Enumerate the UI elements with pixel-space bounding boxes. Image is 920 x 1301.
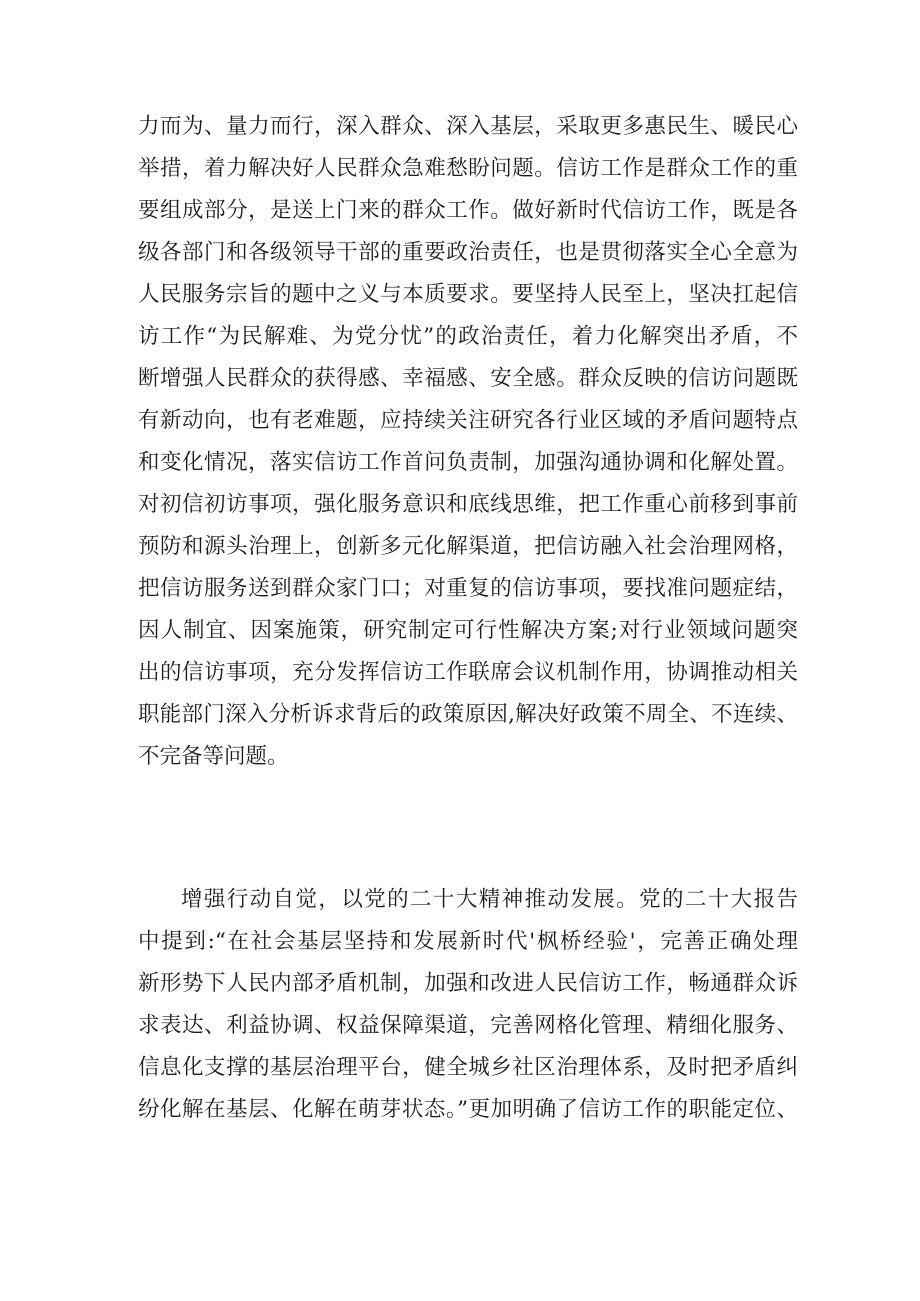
text-line: 职能部门深入分析诉求背后的政策原因,解决好政策不周全、不连续、 bbox=[138, 702, 798, 727]
text-line: 要组成部分，是送上门来的群众工作。做好新时代信访工作，既是各 bbox=[138, 198, 798, 223]
text-line: 增强行动自觉，以党的二十大精神推动发展。党的二十大报告 bbox=[181, 887, 798, 912]
text-line: 举措，着力解决好人民群众急难愁盼问题。信访工作是群众工作的重 bbox=[138, 156, 798, 181]
text-line: 纷化解在基层、化解在萌芽状态。”更加明确了信访工作的职能定位、 bbox=[138, 1097, 798, 1122]
text-line: 和变化情况，落实信访工作首问负责制，加强沟通协调和化解处置。 bbox=[138, 450, 798, 475]
text-line: 有新动向，也有老难题，应持续关注研究各行业区域的矛盾问题特点 bbox=[138, 408, 798, 433]
text-line: 断增强人民群众的获得感、幸福感、安全感。群众反映的信访问题既 bbox=[138, 366, 798, 391]
text-line: 人民服务宗旨的题中之义与本质要求。要坚持人民至上，坚决扛起信 bbox=[138, 282, 798, 307]
text-line: 访工作“为民解难、为党分忧”的政治责任，着力化解突出矛盾，不 bbox=[138, 324, 798, 349]
paragraph-petition-work bbox=[138, 106, 798, 778]
text-line: 力而为、量力而行，深入群众、深入基层，采取更多惠民生、暖民心 bbox=[138, 114, 798, 139]
text-line: 求表达、利益协调、权益保障渠道，完善网格化管理、精细化服务、 bbox=[138, 1013, 798, 1038]
text-line: 对初信初访事项，强化服务意识和底线思维，把工作重心前移到事前 bbox=[138, 492, 798, 517]
text-line: 不完备等问题。 bbox=[138, 744, 289, 769]
text-line: 级各部门和各级领导干部的重要政治责任，也是贯彻落实全心全意为 bbox=[138, 240, 798, 265]
paragraph-twentieth-congress bbox=[138, 879, 798, 1131]
text-line: 把信访服务送到群众家门口；对重复的信访事项，要找准问题症结， bbox=[138, 576, 798, 601]
text-line: 信息化支撑的基层治理平台，健全城乡社区治理体系，及时把矛盾纠 bbox=[138, 1055, 798, 1080]
text-line: 预防和源头治理上，创新多元化解渠道，把信访融入社会治理网格， bbox=[138, 534, 798, 559]
text-line: 因人制宜、因案施策，研究制定可行性解决方案;对行业领域问题突 bbox=[138, 618, 798, 643]
text-line: 新形势下人民内部矛盾机制，加强和改进人民信访工作，畅通群众诉 bbox=[138, 971, 798, 996]
text-line: 出的信访事项，充分发挥信访工作联席会议机制作用，协调推动相关 bbox=[138, 660, 798, 685]
text-line: 中提到:“在社会基层坚持和发展新时代'枫桥经验'，完善正确处理 bbox=[138, 929, 798, 954]
